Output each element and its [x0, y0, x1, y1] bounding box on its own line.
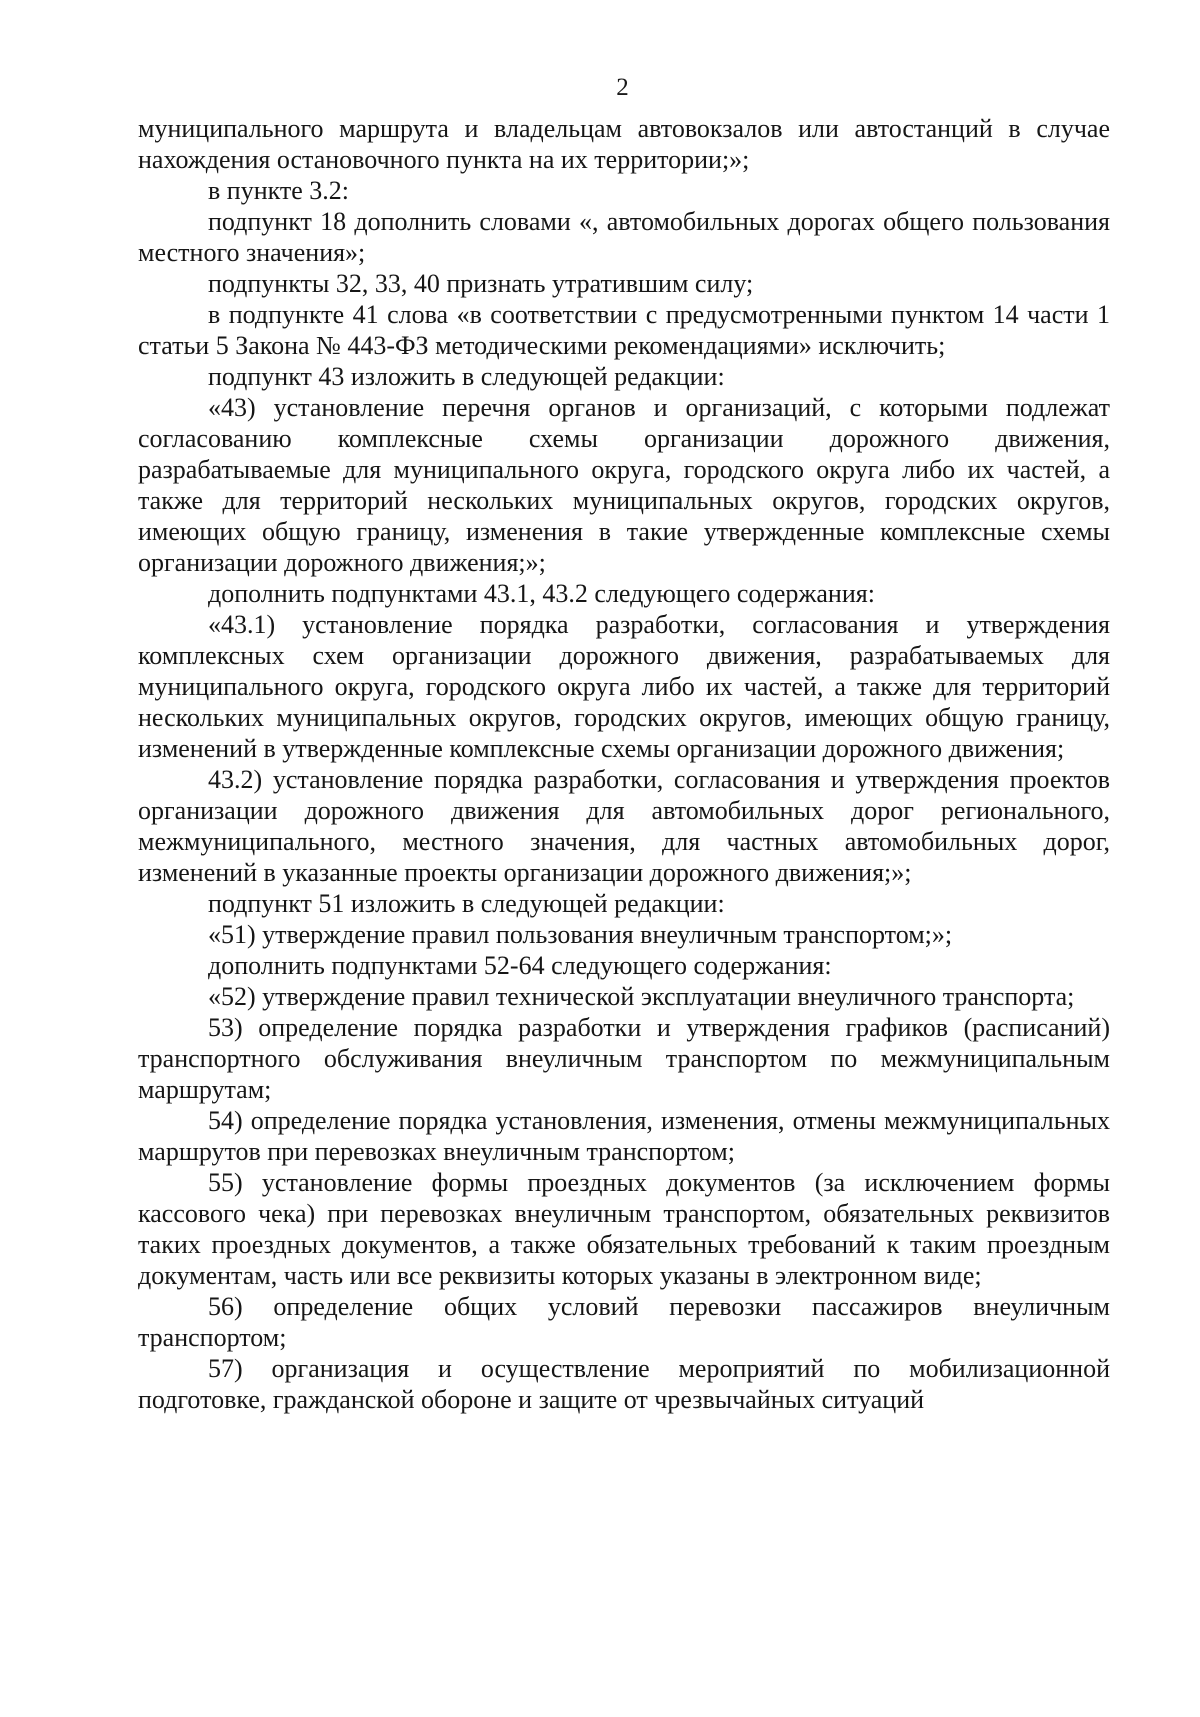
paragraph: «43) установление перечня органов и организаций, с которыми подлежат согласованию комплексные схемы организации дорожного движения, разрабатываемые для муниципального округа, городского округа либо их частей, а также для территорий нескольких муниципальных округов, городских округов, имеющих общую границу, изменения в такие утвержденные комплексные схемы организации дорожного движения;»; — [138, 393, 1110, 577]
paragraph: в пункте 3.2: — [208, 176, 350, 205]
paragraph: 56) определение общих условий перевозки пассажиров внеуличным транспортом; — [138, 1292, 1110, 1352]
paragraph: подпункт 43 изложить в следующей редакции: — [208, 362, 725, 391]
document-body — [138, 113, 1110, 1415]
paragraph: подпункты 32, 33, 40 признать утратившим силу; — [208, 269, 754, 298]
paragraph: 54) определение порядка установления, изменения, отмены межмуниципальных маршрутов при перевозках внеуличным транспортом; — [138, 1106, 1110, 1166]
paragraph: муниципального маршрута и владельцам автовокзалов или автостанций в случае нахождения остановочного пункта на их территории;»; — [138, 114, 1110, 174]
paragraph: дополнить подпунктами 43.1, 43.2 следующего содержания: — [208, 579, 875, 608]
paragraph: 53) определение порядка разработки и утверждения графиков (расписаний) транспортного обслуживания внеуличным транспортом по межмуниципальным маршрутам; — [138, 1013, 1110, 1104]
paragraph: «52) утверждение правил технической эксплуатации внеуличного транспорта; — [208, 982, 1075, 1011]
paragraph: в подпункте 41 слова «в соответствии с предусмотренными пунктом 14 части 1 статьи 5 Закона № 443-ФЗ методическими рекомендациями» исключить; — [138, 300, 1110, 360]
paragraph: подпункт 18 дополнить словами «, автомобильных дорогах общего пользования местного значения»; — [138, 207, 1110, 267]
paragraph: 57) организация и осуществление мероприятий по мобилизационной подготовке, гражданской обороне и защите от чрезвычайных ситуаций — [138, 1354, 1110, 1414]
paragraph: «43.1) установление порядка разработки, согласования и утверждения комплексных схем организации дорожного движения, разрабатываемых для муниципального округа, городского округа либо их частей, а также для территорий нескольких муниципальных округов, городских округов, имеющих общую границу, изменений в утвержденные комплексные схемы организации дорожного движения; — [138, 610, 1110, 763]
paragraph: 55) установление формы проездных документов (за исключением формы кассового чека) при перевозках внеуличным транспортом, обязательных реквизитов таких проездных документов, а также обязательных требований к таким проездным документам, часть или все реквизиты которых указаны в электронном виде; — [138, 1168, 1110, 1290]
paragraph: «51) утверждение правил пользования внеуличным транспортом;»; — [208, 920, 953, 949]
paragraph: подпункт 51 изложить в следующей редакции: — [208, 889, 725, 918]
paragraph: 43.2) установление порядка разработки, согласования и утверждения проектов организации дорожного движения для автомобильных дорог регионального, межмуниципального, местного значения, для частных автомобильных дорог, изменений в указанные проекты организации дорожного движения;»; — [138, 765, 1110, 887]
page-number: 2 — [616, 74, 629, 101]
paragraph: дополнить подпунктами 52-64 следующего содержания: — [208, 951, 832, 980]
